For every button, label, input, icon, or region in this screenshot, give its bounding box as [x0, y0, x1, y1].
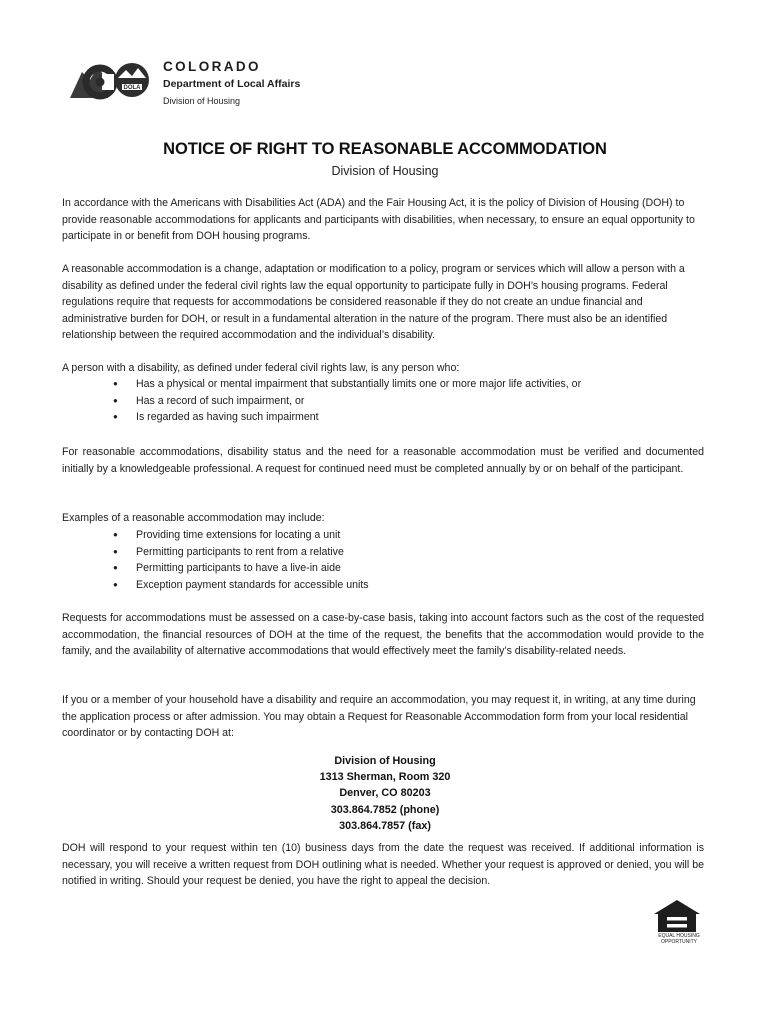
disability-criteria-list — [62, 376, 702, 426]
list-item: ● Has a physical or mental impairment that substantially limits one or more major life activities, or — [62, 376, 702, 393]
paragraph-verification: For reasonable accommodations, disability status and the need for a reasonable accommodation must be verified and documented initially by a knowledgeable professional. A request for continued need must be completed annually by or on behalf of the participant. — [62, 446, 704, 475]
document-subtitle: Division of Housing — [331, 164, 439, 178]
paragraph-policy: In accordance with the Americans with Disabilities Act (ADA) and the Fair Housing Act, it is the policy of Division of Housing (DOH) to provide reasonable accommodations for applicants and participants with disabilities, when necessary, to ensure an equal opportunity to participate in or benefit from DOH housing programs. — [62, 197, 695, 243]
logo-department: Department of Local Affairs — [163, 78, 301, 90]
address-fax: 303.864.7857 (fax) — [339, 819, 431, 832]
address-street: 1313 Sherman, Room 320 — [319, 771, 451, 784]
paragraph-how-to-request: If you or a member of your household have a disability and require an accommodation, you may request it, in writing, at any time during the application process or after admission. You may obtain a Request for Reasonable Accommodation form from your local residential coordinator or by contacting DOH at: — [62, 694, 696, 740]
paragraph-disability-intro: A person with a disability, as defined under federal civil rights law, is any person who: — [62, 362, 460, 374]
logo-state-name: COLORADO — [163, 59, 261, 74]
examples-list — [62, 527, 702, 593]
logo-text — [163, 59, 313, 107]
address-phone: 303.864.7852 (phone) — [330, 803, 440, 816]
list-item: ● Exception payment standards for accessible units — [62, 577, 702, 594]
colorado-dola-logo — [68, 58, 308, 108]
list-item: ● Providing time extensions for locating a unit — [62, 527, 702, 544]
logo-division: Division of Housing — [163, 96, 241, 106]
address-city: Denver, CO 80203 — [339, 787, 431, 800]
svg-text:DOLA: DOLA — [123, 85, 141, 91]
address-name: Division of Housing — [334, 755, 436, 767]
contact-address — [0, 753, 770, 834]
list-item: ● Permitting participants to have a live-in aide — [62, 560, 702, 577]
colorado-logo-icon — [68, 58, 154, 102]
list-item: ● Has a record of such impairment, or — [62, 393, 702, 410]
list-item: ● Is regarded as having such impairment — [62, 409, 702, 426]
document-title: NOTICE OF RIGHT TO REASONABLE ACCOMMODATION — [163, 140, 607, 158]
paragraph-response: DOH will respond to your request within ten (10) business days from the date the request was received. If additional information is necessary, you will receive a written request from DOH outlining what is needed. Whether your request is approved or denied, you will be notified in writing. Should your request be denied, you have the right to appeal the decision. — [62, 842, 704, 888]
list-item: ● Permitting participants to rent from a relative — [62, 544, 702, 561]
paragraph-definition: A reasonable accommodation is a change, adaptation or modification to a policy, program or services which will allow a person with a disability as defined under the federal civil rights law the equal opportunity to participate fully in DOH’s housing programs. Federal regulations require that requests for accommodations be considered reasonable if they do not create an undue financial and administrative burden for DOH, or result in a fundamental alteration in the nature of the program. There must also be an identified relationship between the required accommodation and the individual’s disability. — [62, 263, 685, 342]
paragraph-assessment: Requests for accommodations must be assessed on a case-by-case basis, taking into account factors such as the cost of the requested accommodation, the financial resources of DOH at the time of the request, the benefits that the accommodation would provide to the family, and the availability of alternative accommodations that would effectively meet the family’s disability-related needs. — [62, 612, 704, 658]
equal-housing-caption: EQUAL HOUSING OPPORTUNITY — [658, 933, 700, 945]
paragraph-examples-intro: Examples of a reasonable accommodation may include: — [62, 512, 325, 524]
